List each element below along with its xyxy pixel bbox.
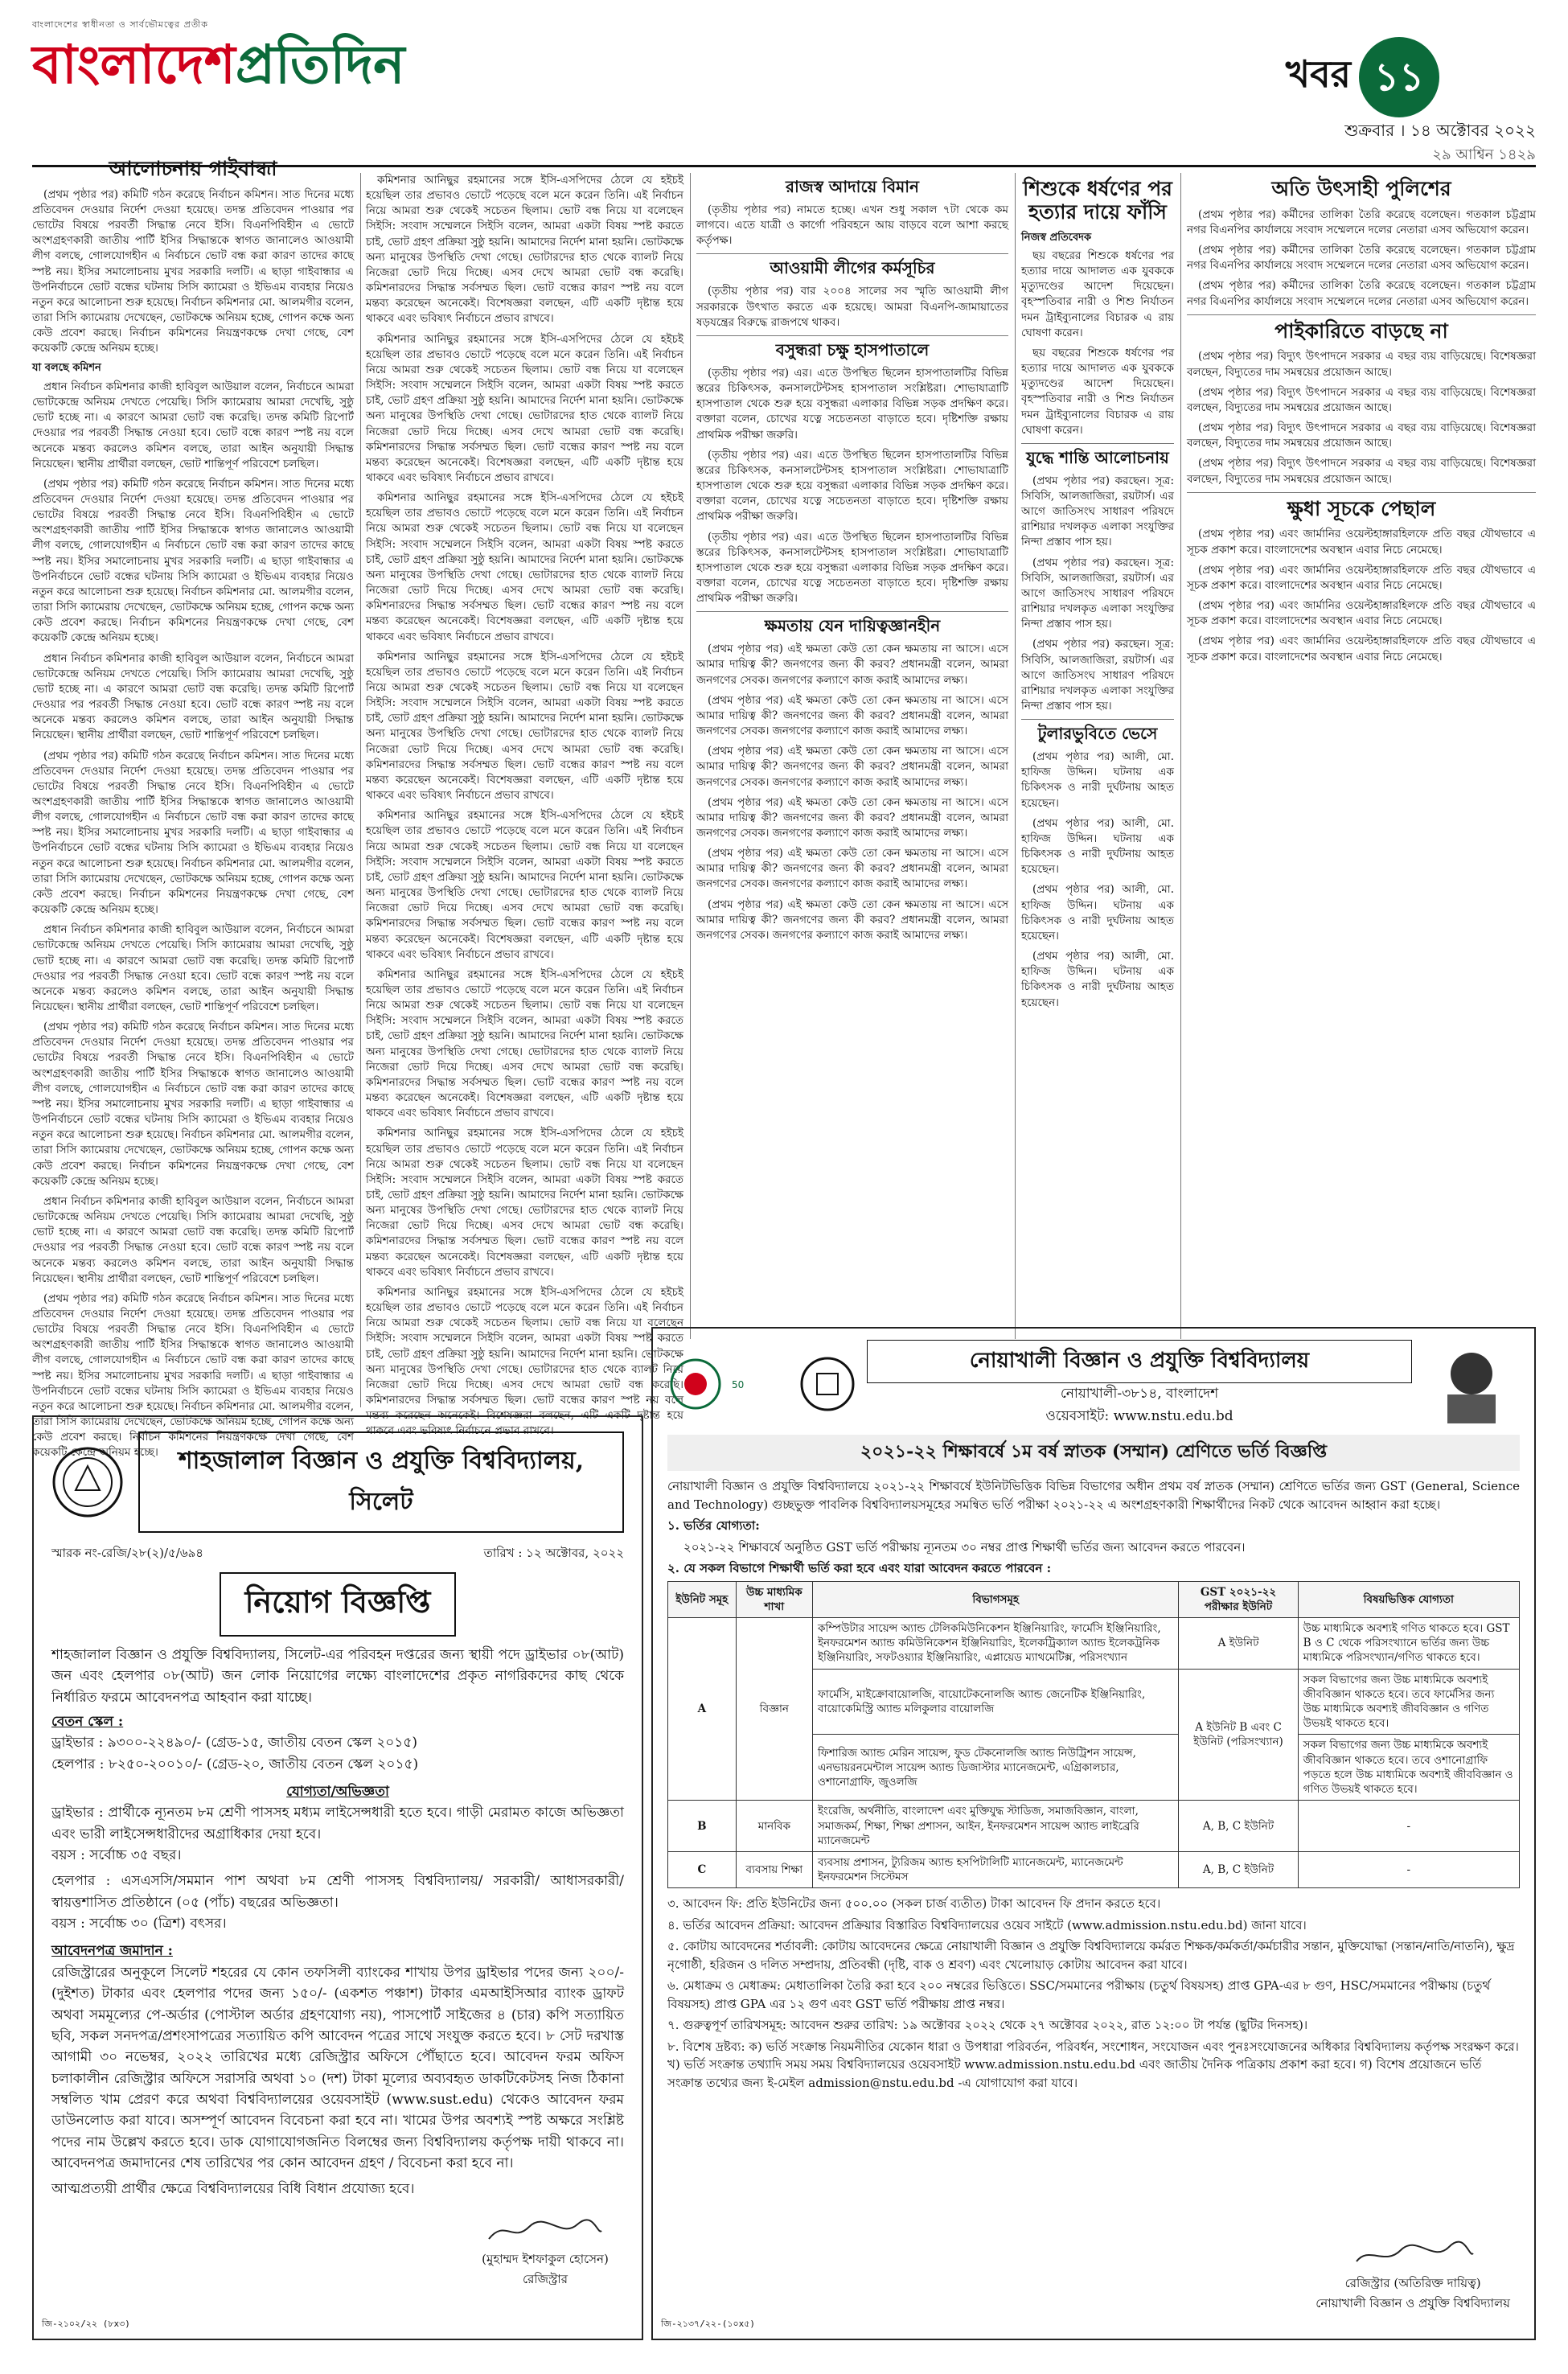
- article-body: (প্রথম পৃষ্ঠার পর) এই ক্ষমতা কেউ তো কেন ক্ষমতায় না আসে। এসে আমার দায়িত্ব কী? জনগণের জন্য কী করব? প্রধানমন্ত্রী বলেন, আমরা জনগণের সেবক। জনগণের কল্যাণে কাজ করাই আমাদের লক্ষ্য।: [696, 693, 1008, 738]
- cell-gst-unit: A ইউনিট: [1179, 1617, 1298, 1669]
- headline-wholesale: পাইকারিতে বাড়ছে না: [1275, 318, 1448, 343]
- item-dates: ৭. গুরুত্বপূর্ণ তারিখসমূহ: আবেদন শুরুর তারিখ: ১৯ অক্টোবর ২০২২ থেকে ২৭ অক্টোবর ২০২২, রাত ১২:০০ টা পর্যন্ত (ছুটির দিনসহ)।: [667, 2018, 1308, 2033]
- article-body: (প্রথম পৃষ্ঠার পর) কর্মীদের তালিকা তৈরি করেছে বলেছেন। গতকাল চট্টগ্রাম নগর বিএনপির কার্যালয়ে সংবাদ সম্মেলনে দলের নেতারা এসব অভিযোগ করেন।: [1187, 207, 1536, 236]
- article-body: (প্রথম পৃষ্ঠার পর) কমিটি গঠন করেছে নির্বাচন কমিশন। সাত দিনের মধ্যে প্রতিবেদন দেওয়ার নির্দেশ দেওয়া হয়েছে। তদন্ত প্রতিবেদন পাওয়ার পর ভোটের বিষয়ে পরবর্তী সিদ্ধান্ত নেবে ইসি। বিএনপিবিহীন এ ভোটে অংশগ্রহণকারী জাতীয় পার্টি ইসির সিদ্ধান্তকে স্বাগত জানালেও আওয়ামী লীগ বলছে, গোলযোগহীন এ নির্বাচনে ভোট বন্ধ করা কারণ তাদের কাছে স্পষ্ট নয়। ইসির সমালোচনায় মুখর সরকারি দলটি। এ ছাড়া গাইবান্ধার এ উপনির্বাচনে ভোট বন্ধের ঘটনায় সিসি ক্যামেরা ও ইভিএম ব্যবহার নিয়েও নতুন করে আলোচনা শুরু হয়েছে। নির্বাচন কমিশনার মো. আলমগীর বলেন, তারা সিসি ক্যামেরায় দেখেছেন, ভোটকক্ষে অনিয়ম হচ্ছে, গোপন কক্ষে অন্য কেউ প্রবেশ করছে। নির্বাচন কমিশনের নিয়ন্ত্রণকক্ষে দেখা গেছে, বেশ কয়েকটি কেন্দ্রে অনিয়ম হচ্ছে।: [32, 187, 354, 355]
- article-body: (প্রথম পৃষ্ঠার পর) করছেন। সূত্র: সিবিসি, আলজাজিরা, রয়টার্স। এর আগে জাতিসংঘ সাধারণ পরিষদে রাশিয়ার দখলকৃত এলাকা সংযুক্তির নিন্দা প্রস্তাব পাস হয়।: [1021, 556, 1174, 631]
- memo-row: [51, 1544, 624, 1564]
- table-header: বিভাগসমূহ: [813, 1581, 1179, 1617]
- golden-jubilee-logo-icon: [667, 1356, 788, 1412]
- ad-header: [51, 1431, 624, 1533]
- ad-intro: শাহজালাল বিজ্ঞান ও প্রযুক্তি বিশ্ববিদ্যালয়, সিলেট-এর পরিবহন দপ্তরের জন্য স্থায়ী পদে ড্রাইভার ০৮(আট) জন এবং হেলপার ০৮(আট) জন লোক নিয়োগের লক্ষ্যে বাংলাদেশের প্রকৃত নাগরিকদের কাছ থেকে নির্ধারিত ফরমে আবেদনপত্র আহবান করা যাচ্ছে।: [51, 1647, 624, 1706]
- signatory-role: রেজিস্ট্রার (অতিরিক্ত দায়িত্ব): [1344, 2276, 1481, 2290]
- article-body: (প্রথম পৃষ্ঠার পর) এই ক্ষমতা কেউ তো কেন ক্ষমতায় না আসে। এসে আমার দায়িত্ব কী? জনগণের জন্য কী করব? প্রধানমন্ত্রী বলেন, আমরা জনগণের সেবক। জনগণের কল্যাণে কাজ করাই আমাদের লক্ষ্য।: [696, 795, 1008, 840]
- cell-qualification: -: [1298, 1852, 1519, 1888]
- cell-branch: ব্যবসায় শিক্ষা: [736, 1852, 812, 1888]
- article-body: (প্রথম পৃষ্ঠার পর) বিদ্যুৎ উৎপাদনে সরকার এ বছর ব্যয় বাড়িয়েছে। বিশেষজ্ঞরা বলছেন, বিদ্যুতের দাম সমন্বয়ের প্রয়োজন আছে।: [1187, 350, 1536, 379]
- article-body: কমিশনার আনিছুর রহমানের সঙ্গে ইসি-এসপিদের ঠেলে যে হইচই হয়েছিল তার প্রভাবও ভোটে পড়েছে বলে মনে করেন তিনি। এই নির্বাচন নিয়ে আমরা শুরু থেকেই সচেতন ছিলাম। ভোট বন্ধ নিয়ে যা বলেছেন সিইসি: সংবাদ সম্মেলনে সিইসি বলেন, আমরা একটা বিষয় স্পষ্ট করতে চাই, ভোট গ্রহণ প্রক্রিয়া সুষ্ঠু হয়নি। আমাদের নির্দেশ মানা হয়নি। ভোটকক্ষে অন্য মানুষের উপস্থিতি দেখা গেছে। ভোটারদের হাত থেকে ব্যালট নিয়ে নিজেরা ভোট দিয়ে দিচ্ছে। এসব দেখে আমরা ভোট বন্ধ করেছি। কমিশনারদের সিদ্ধান্ত সর্বসম্মত ছিল। ভোট বন্ধের কারণ স্পষ্ট নয় বলে মন্তব্য করেছেন অনেকেই। বিশেষজ্ঞরা বলছেন, এটি একটি দৃষ্টান্ত হয়ে থাকবে এবং ভবিষ্যৎ নির্বাচনে প্রভাব রাখবে।: [366, 1127, 683, 1279]
- apply-head: আবেদনপত্র জমাদান :: [51, 1943, 173, 1960]
- signature-block: [481, 2215, 610, 2290]
- cell-branch: মানবিক: [736, 1801, 812, 1852]
- article-subhead: যা বলছে কমিশন: [32, 362, 101, 375]
- article-body: (প্রথম পৃষ্ঠার পর) এই ক্ষমতা কেউ তো কেন ক্ষমতায় না আসে। এসে আমার দায়িত্ব কী? জনগণের জন্য কী করব? প্রধানমন্ত্রী বলেন, আমরা জনগণের সেবক। জনগণের কল্যাণে কাজ করাই আমাদের লক্ষ্য।: [696, 643, 1008, 687]
- ad-body: [51, 1645, 624, 2200]
- article-body: (তৃতীয় পৃষ্ঠার পর) এর। এতে উপস্থিত ছিলেন হাসপাতালটির বিভিন্ন স্তরের চিকিৎসক, কনসালটেন্টসহ হাসপাতাল সংশ্লিষ্টরা। শোভাযাত্রাটি হাসপাতাল থেকে শুরু হয়ে বসুন্ধরা এলাকার বিভিন্ন সড়ক প্রদক্ষিণ করে। বক্তারা বলেন, চোখের যত্নে সচেতনতা বাড়াতে হবে। দৃষ্টিশক্তি রক্ষায় প্রাথমিক পরীক্ষা জরুরি।: [696, 366, 1008, 442]
- article-body: (প্রথম পৃষ্ঠার পর) কমিটি গঠন করেছে নির্বাচন কমিশন। সাত দিনের মধ্যে প্রতিবেদন দেওয়ার নির্দেশ দেওয়া হয়েছে। তদন্ত প্রতিবেদন পাওয়ার পর ভোটের বিষয়ে পরবর্তী সিদ্ধান্ত নেবে ইসি। বিএনপিবিহীন এ ভোটে অংশগ্রহণকারী জাতীয় পার্টি ইসির সিদ্ধান্তকে স্বাগত জানালেও আওয়ামী লীগ বলছে, গোলযোগহীন এ নির্বাচনে ভোট বন্ধ করা কারণ তাদের কাছে স্পষ্ট নয়। ইসির সমালোচনায় মুখর সরকারি দলটি। এ ছাড়া গাইবান্ধার এ উপনির্বাচনে ভোট বন্ধের ঘটনায় সিসি ক্যামেরা ও ইভিএম ব্যবহার নিয়েও নতুন করে আলোচনা শুরু হয়েছে। নির্বাচন কমিশনার মো. আলমগীর বলেন, তারা সিসি ক্যামেরায় দেখেছেন, ভোটকক্ষে অনিয়ম হচ্ছে, গোপন কক্ষে অন্য কেউ প্রবেশ করছে। নির্বাচন কমিশনের নিয়ন্ত্রণকক্ষে দেখা গেছে, বেশ কয়েকটি কেন্দ্রে অনিয়ম হচ্ছে।: [32, 749, 354, 917]
- cell-gst-unit: A, B, C ইউনিট: [1179, 1801, 1298, 1852]
- article-body: (প্রথম পৃষ্ঠার পর) আলী, মো. হাফিজ উদ্দিন। ঘটনায় এক চিকিৎসক ও নারী দুর্ঘটনায় আহত হয়েছেন।: [1021, 883, 1174, 943]
- article-body: (তৃতীয় পৃষ্ঠার পর) এর। এতে উপস্থিত ছিলেন হাসপাতালটির বিভিন্ন স্তরের চিকিৎসক, কনসালটেন্টসহ হাসপাতাল সংশ্লিষ্টরা। শোভাযাত্রাটি হাসপাতাল থেকে শুরু হয়ে বসুন্ধরা এলাকার বিভিন্ন সড়ক প্রদক্ষিণ করে। বক্তারা বলেন, চোখের যত্নে সচেতনতা বাড়াতে হবে। দৃষ্টিশক্তি রক্ষায় প্রাথমিক পরীক্ষা জরুরি।: [696, 530, 1008, 606]
- table-header-row: [668, 1581, 1520, 1617]
- cell-unit: B: [668, 1801, 737, 1852]
- headline-hunger: ক্ষুধা সূচকে পেছাল: [1287, 496, 1436, 520]
- table-header: বিষয়ভিত্তিক যোগ্যতা: [1298, 1581, 1519, 1617]
- ad-university-name: শাহজালাল বিজ্ঞান ও প্রযুক্তি বিশ্ববিদ্যালয়, সিলেট: [138, 1431, 624, 1533]
- article-body: (প্রথম পৃষ্ঠার পর) এবং জার্মানির ওয়েল্টহাঙ্গারহিলফে প্রতি বছর যৌথভাবে এ সূচক প্রকাশ করে। বাংলাদেশের অবস্থান এবার নিচে নেমেছে।: [1187, 599, 1536, 628]
- article-body: প্রধান নির্বাচন কমিশনার কাজী হাবিবুল আউয়াল বলেন, নির্বাচনে আমরা ভোটকেন্দ্রে অনিয়ম দেখতে পেয়েছি। সিসি ক্যামেরায় আমরা দেখেছি, সুষ্ঠু ভোট হচ্ছে না। এ কারণে আমরা ভোট বন্ধ করেছি। তদন্ত কমিটি রিপোর্ট দেওয়ার পর পরবর্তী সিদ্ধান্ত নেওয়া হবে। ভোট বন্ধে কারণ স্পষ্ট নয় বলে অনেকে মন্তব্য করলেও কমিশন বলছে, তারা আইন অনুযায়ী সিদ্ধান্ত নিয়েছেন। স্থানীয় প্রার্থীরা বলছেন, ভোট শান্তিপূর্ণ পরিবেশে চলছিল।: [32, 1194, 354, 1285]
- section-departments-head: ২. যে সকল বিভাগে শিক্ষার্থী ভর্তি করা হবে এবং যারা আবেদন করতে পারবেন :: [667, 1561, 1052, 1575]
- qualification-helper: হেলপার : এসএসসি/সমমান পাশ অথবা ৮ম শ্রেণী পাসসহ বিশ্ববিদ্যালয়/ সরকারী/ আধাসরকারী/ স্বায়ত্তশাসিত প্রতিষ্ঠানে (০৫ (পাঁচ) বছরের অভিজ্ঞতা।: [51, 1873, 624, 1911]
- mujib-portrait-icon: [1423, 1340, 1520, 1428]
- table-row: [668, 1852, 1520, 1888]
- article-body: (প্রথম পৃষ্ঠার পর) বিদ্যুৎ উৎপাদনে সরকার এ বছর ব্যয় বাড়িয়েছে। বিশেষজ্ঞরা বলছেন, বিদ্যুতের দাম সমন্বয়ের প্রয়োজন আছে।: [1187, 457, 1536, 486]
- news-column-3: [696, 173, 1008, 1339]
- news-column-5: [1187, 173, 1536, 1339]
- table-row: [668, 1801, 1520, 1852]
- departments-table: [667, 1581, 1520, 1889]
- article-body: কমিশনার আনিছুর রহমানের সঙ্গে ইসি-এসপিদের ঠেলে যে হইচই হয়েছিল তার প্রভাবও ভোটে পড়েছে বলে মনে করেন তিনি। এই নির্বাচন নিয়ে আমরা শুরু থেকেই সচেতন ছিলাম। ভোট বন্ধ নিয়ে যা বলেছেন সিইসি: সংবাদ সম্মেলনে সিইসি বলেন, আমরা একটা বিষয় স্পষ্ট করতে চাই, ভোট গ্রহণ প্রক্রিয়া সুষ্ঠু হয়নি। আমাদের নির্দেশ মানা হয়নি। ভোটকক্ষে অন্য মানুষের উপস্থিতি দেখা গেছে। ভোটারদের হাত থেকে ব্যালট নিয়ে নিজেরা ভোট দিয়ে দিচ্ছে। এসব দেখে আমরা ভোট বন্ধ করেছি। কমিশনারদের সিদ্ধান্ত সর্বসম্মত ছিল। ভোট বন্ধের কারণ স্পষ্ট নয় বলে মন্তব্য করেছেন অনেকেই। বিশেষজ্ঞরা বলছেন, এটি একটি দৃষ্টান্ত হয়ে থাকবে এবং ভবিষ্যৎ নির্বাচনে প্রভাব রাখবে।: [366, 491, 683, 643]
- article-body: (তৃতীয় পৃষ্ঠার পর) এর। এতে উপস্থিত ছিলেন হাসপাতালটির বিভিন্ন স্তরের চিকিৎসক, কনসালটেন্টসহ হাসপাতাল সংশ্লিষ্টরা। শোভাযাত্রাটি হাসপাতাল থেকে শুরু হয়ে বসুন্ধরা এলাকার বিভিন্ন সড়ক প্রদক্ষিণ করে। বক্তারা বলেন, চোখের যত্নে সচেতনতা বাড়াতে হবে। দৃষ্টিশক্তি রক্ষায় প্রাথমিক পরীক্ষা জরুরি।: [696, 448, 1008, 524]
- brand-part2: প্রতিদিন: [235, 33, 405, 96]
- article-body: প্রধান নির্বাচন কমিশনার কাজী হাবিবুল আউয়াল বলেন, নির্বাচনে আমরা ভোটকেন্দ্রে অনিয়ম দেখতে পেয়েছি। সিসি ক্যামেরায় আমরা দেখেছি, সুষ্ঠু ভোট হচ্ছে না। এ কারণে আমরা ভোট বন্ধ করেছি। তদন্ত কমিটি রিপোর্ট দেওয়ার পর পরবর্তী সিদ্ধান্ত নেওয়া হবে। ভোট বন্ধে কারণ স্পষ্ট নয় বলে অনেকে মন্তব্য করলেও কমিশন বলছে, তারা আইন অনুযায়ী সিদ্ধান্ত নিয়েছেন। স্থানীয় প্রার্থীরা বলছেন, ভোট শান্তিপূর্ণ পরিবেশে চলছিল।: [32, 380, 354, 470]
- ad-intro: নোয়াখালী বিজ্ঞান ও প্রযুক্তি বিশ্ববিদ্যালয়ে ২০২১-২২ শিক্ষাবর্ষে ইউনিটভিত্তিক বিভিন্ন বিভাগের অধীন প্রথম বর্ষ স্নাতক (সম্মান) শ্রেণিতে ভর্তির জন্য GST (General, Science and Technology) গুচ্ছভুক্ত পাবলিক বিশ্ববিদ্যালয়সমূহের সমন্বিত ভর্তি পরীক্ষা ২০২১-২২ এ অংশগ্রহণকারী শিক্ষার্থীদের নিকট থেকে আবেদন আহ্বান করা হচ্ছে।: [667, 1479, 1520, 1512]
- article-body: (প্রথম পৃষ্ঠার পর) করছেন। সূত্র: সিবিসি, আলজাজিরা, রয়টার্স। এর আগে জাতিসংঘ সাধারণ পরিষদে রাশিয়ার দখলকৃত এলাকা সংযুক্তির নিন্দা প্রস্তাব পাস হয়।: [1021, 474, 1174, 549]
- article-divider: [696, 335, 1008, 336]
- column-divider: [690, 173, 691, 1339]
- headline-trawler: টুলারভুবিতে ভেসে: [1037, 724, 1158, 744]
- table-header: GST ২০২১-২২ পরীক্ষার ইউনিট: [1179, 1581, 1298, 1617]
- qualification-head: যোগ্যতা/অভিজ্ঞতা: [286, 1784, 389, 1801]
- age-driver: বয়স : সর্বোচ্চ ৩৫ বছর।: [51, 1847, 182, 1864]
- cell-departments: ব্যবসায় প্রশাসন, ট্যুরিজম অ্যান্ড হসপিটালিটি ম্যানেজমেন্ট, ম্যানেজমেন্ট ইনফরমেশন সিস্টেমস: [813, 1852, 1179, 1888]
- cell-departments: ফিশারিজ অ্যান্ড মেরিন সায়েন্স, ফুড টেকনোলজি অ্যান্ড নিউট্রিশন সায়েন্স, এনভায়রনমেন্টাল সায়েন্স অ্যান্ড ডিজাস্টার ম্যানেজমেন্ট, এগ্রিকালচার, ওশানোগ্রাফি, জুওলজি: [813, 1735, 1179, 1801]
- age-helper: বয়স : সর্বোচ্চ ৩০ (ত্রিশ) বৎসর।: [51, 1916, 227, 1932]
- cell-unit: A: [668, 1617, 737, 1800]
- article-body: (প্রথম পৃষ্ঠার পর) আলী, মো. হাফিজ উদ্দিন। ঘটনায় এক চিকিৎসক ও নারী দুর্ঘটনায় আহত হয়েছেন।: [1021, 750, 1174, 810]
- cell-qualification: উচ্চ মাধ্যমিকে অবশ্যই গণিত থাকতে হবে। GST B ও C থেকে পরিসংখ্যানে ভর্তির জন্য উচ্চ মাধ্যমিকে পরিসংখ্যান/গণিত থাকতে হবে।: [1298, 1617, 1519, 1669]
- notice-title: নিয়োগ বিজ্ঞপ্তি: [220, 1572, 457, 1637]
- item-quota: ৫. কোটায় আবেদনের শর্তাবলী: কোটায় আবেদনের ক্ষেত্রে নোয়াখালী বিজ্ঞান ও প্রযুক্তি বিশ্ববিদ্যালয়ে কর্মরত শিক্ষক/কর্মকর্তা/কর্মচারীর সন্তান, মুক্তিযোদ্ধা (সন্তান/নাতি/নাতনি), ক্ষুদ্র নৃগোষ্ঠী, হরিজন ও দলিত সম্প্রদায়, প্রতিবন্ধী (দৃষ্টি, বাক ও শ্রবণ) এবং খেলোয়াড় কোটায় আবেদন করা যাবে।: [667, 1939, 1515, 1972]
- cell-gst-unit: A ইউনিট B এবং C ইউনিট (পরিসংখ্যান): [1179, 1669, 1298, 1801]
- article-body: (প্রথম পৃষ্ঠার পর) এবং জার্মানির ওয়েল্টহাঙ্গারহিলফে প্রতি বছর যৌথভাবে এ সূচক প্রকাশ করে। বাংলাদেশের অবস্থান এবার নিচে নেমেছে।: [1187, 528, 1536, 557]
- cell-gst-unit: A, B, C ইউনিট: [1179, 1852, 1298, 1888]
- byline: নিজস্ব প্রতিবেদক: [1021, 231, 1092, 244]
- masthead-tagline: বাংলাদেশের স্বাধীনতা ও সার্বভৌমত্বের প্রতীক: [32, 19, 208, 30]
- article-body: (তৃতীয় পৃষ্ঠার পর) বার ২০০৪ সালের সব স্মৃতি আওয়ামী লীগ সরকারকে উৎখাত করতে এক হয়েছে। আমরা বিএনপি-জামায়াতের ষড়যন্ত্রের বিরুদ্ধে রাজপথে থাকব।: [696, 285, 1008, 329]
- pay-helper: হেলপার : ৮২৫০-২০০১০/- (গ্রেড-২০, জাতীয় বেতন স্কেল ২০১৫): [51, 1756, 419, 1772]
- article-body: (প্রথম পৃষ্ঠার পর) এবং জার্মানির ওয়েল্টহাঙ্গারহিলফে প্রতি বছর যৌথভাবে এ সূচক প্রকাশ করে। বাংলাদেশের অবস্থান এবার নিচে নেমেছে।: [1187, 635, 1536, 663]
- ad-title: ২০২১-২২ শিক্ষাবর্ষে ১ম বর্ষ স্নাতক (সম্মান) শ্রেণিতে ভর্তি বিজ্ঞপ্তি: [667, 1435, 1520, 1471]
- article-divider: [1021, 443, 1174, 444]
- table-header: ইউনিট সমূহ: [668, 1581, 737, 1617]
- ad-website: ওয়েবসাইট: www.nstu.edu.bd: [1045, 1408, 1233, 1424]
- headline-bashundhara: বসুন্ধরা চক্ষু হাসপাতালে: [775, 339, 930, 359]
- article-divider: [1187, 314, 1536, 315]
- article-body: (প্রথম পৃষ্ঠার পর) এই ক্ষমতা কেউ তো কেন ক্ষমতায় না আসে। এসে আমার দায়িত্ব কী? জনগণের জন্য কী করব? প্রধানমন্ত্রী বলেন, আমরা জনগণের সেবক। জনগণের কল্যাণে কাজ করাই আমাদের লক্ষ্য।: [696, 745, 1008, 789]
- page-number: ১১: [1359, 37, 1439, 117]
- pay-driver: ড্রাইভার : ৯৩০০-২২৪৯০/- (গ্রেড-১৫, জাতীয় বেতন স্কেল ২০১৫): [51, 1735, 418, 1752]
- signature-icon: [1348, 2239, 1477, 2271]
- article-body: কমিশনার আনিছুর রহমানের সঙ্গে ইসি-এসপিদের ঠেলে যে হইচই হয়েছিল তার প্রভাবও ভোটে পড়েছে বলে মনে করেন তিনি। এই নির্বাচন নিয়ে আমরা শুরু থেকেই সচেতন ছিলাম। ভোট বন্ধ নিয়ে যা বলেছেন সিইসি: সংবাদ সম্মেলনে সিইসি বলেন, আমরা একটা বিষয় স্পষ্ট করতে চাই, ভোট গ্রহণ প্রক্রিয়া সুষ্ঠু হয়নি। আমাদের নির্দেশ মানা হয়নি। ভোটকক্ষে অন্য মানুষের উপস্থিতি দেখা গেছে। ভোটারদের হাত থেকে ব্যালট নিয়ে নিজেরা ভোট দিয়ে দিচ্ছে। এসব দেখে আমরা ভোট বন্ধ করেছি। কমিশনারদের সিদ্ধান্ত সর্বসম্মত ছিল। ভোট বন্ধের কারণ স্পষ্ট নয় বলে মন্তব্য করেছেন অনেকেই। বিশেষজ্ঞরা বলছেন, এটি একটি দৃষ্টান্ত হয়ে থাকবে এবং ভবিষ্যৎ নির্বাচনে প্রভাব রাখবে।: [366, 809, 683, 961]
- item-notes: ৮. বিশেষ দ্রষ্টব্য: ক) ভর্তি সংক্রান্ত নিয়মনীতির যেকোন ধারা ও উপধারা পরিবর্তন, পরিবর্ধন, সংশোধন, সংযোজন এবং পুনঃসংযোজনের অধিকার বিশ্ববিদ্যালয় কর্তৃপক্ষ সংরক্ষণ করে। খ) ভর্তি সংক্রান্ত তথ্যাদি সময় সময় বিশ্ববিদ্যালয়ের ওয়েবসাইট www.admission.nstu.edu.bd এবং জাতীয় দৈনিক পত্রিকায় প্রকাশ করা হবে। গ) বিশেষ প্রয়োজনে ভর্তি সংক্রান্ত তথ্যের জন্য ই-মেইল admission@nstu.edu.bd -এ যোগাযোগ করা যাবে।: [667, 2039, 1519, 2090]
- table-row: [668, 1617, 1520, 1669]
- article-body: (প্রথম পৃষ্ঠার পর) এই ক্ষমতা কেউ তো কেন ক্ষমতায় না আসে। এসে আমার দায়িত্ব কী? জনগণের জন্য কী করব? প্রধানমন্ত্রী বলেন, আমরা জনগণের সেবক। জনগণের কল্যাণে কাজ করাই আমাদের লক্ষ্য।: [696, 847, 1008, 891]
- article-divider: [696, 253, 1008, 254]
- item-merit: ৬. মেধাক্রম ও মেধাক্রম: মেধাতালিকা তৈরি করা হবে ২০০ নম্বরের ভিত্তিতে। SSC/সমমানের পরীক্ষায় (চতুর্থ বিষয়সহ) প্রাপ্ত GPA-এর ৮ গুণ, HSC/সমমানের পরীক্ষায় (চতুর্থ বিষয়সহ) প্রাপ্ত GPA এর ১২ গুণ এবং GST ভর্তি পরীক্ষায় প্রাপ্ত নম্বর।: [667, 1978, 1491, 2011]
- signature-icon: [481, 2215, 610, 2247]
- article-body: (প্রথম পৃষ্ঠার পর) আলী, মো. হাফিজ উদ্দিন। ঘটনায় এক চিকিৎসক ও নারী দুর্ঘটনায় আহত হয়েছেন।: [1021, 816, 1174, 877]
- article-body: (প্রথম পৃষ্ঠার পর) আলী, মো. হাফিজ উদ্দিন। ঘটনায় এক চিকিৎসক ও নারী দুর্ঘটনায় আহত হয়েছেন।: [1021, 950, 1174, 1009]
- article-body: (প্রথম পৃষ্ঠার পর) কর্মীদের তালিকা তৈরি করেছে বলেছেন। গতকাল চট্টগ্রাম নগর বিএনপির কার্যালয়ে সংবাদ সম্মেলনে দলের নেতারা এসব অভিযোগ করেন।: [1187, 244, 1536, 273]
- date-line: শুক্রবার । ১৪ অক্টোবর ২০২২: [1344, 121, 1536, 140]
- article-divider: [696, 611, 1008, 612]
- qualification-driver: ড্রাইভার : প্রার্থীকে ন্যূনতম ৮ম শ্রেণী পাসসহ মধ্যম লাইসেন্সধারী হতে হবে। গাড়ী মেরামত কাজে অভিজ্ঞতা এবং ভারী লাইসেন্সধারীদের অগ্রাধিকার দেয়া হবে।: [51, 1805, 624, 1842]
- article-body: (প্রথম পৃষ্ঠার পর) বিদ্যুৎ উৎপাদনে সরকার এ বছর ব্যয় বাড়িয়েছে। বিশেষজ্ঞরা বলছেন, বিদ্যুতের দাম সমন্বয়ের প্রয়োজন আছে।: [1187, 385, 1536, 414]
- article-body: কমিশনার আনিছুর রহমানের সঙ্গে ইসি-এসপিদের ঠেলে যে হইচই হয়েছিল তার প্রভাবও ভোটে পড়েছে বলে মনে করেন তিনি। এই নির্বাচন নিয়ে আমরা শুরু থেকেই সচেতন ছিলাম। ভোট বন্ধ নিয়ে যা বলেছেন সিইসি: সংবাদ সম্মেলনে সিইসি বলেন, আমরা একটা বিষয় স্পষ্ট করতে চাই, ভোট গ্রহণ প্রক্রিয়া সুষ্ঠু হয়নি। আমাদের নির্দেশ মানা হয়নি। ভোটকক্ষে অন্য মানুষের উপস্থিতি দেখা গেছে। ভোটারদের হাত থেকে ব্যালট নিয়ে নিজেরা ভোট দিয়ে দিচ্ছে। এসব দেখে আমরা ভোট বন্ধ করেছি। কমিশনারদের সিদ্ধান্ত সর্বসম্মত ছিল। ভোট বন্ধের কারণ স্পষ্ট নয় বলে মন্তব্য করেছেন অনেকেই। বিশেষজ্ঞরা বলছেন, এটি একটি দৃষ্টান্ত হয়ে থাকবে এবং ভবিষ্যৎ নির্বাচনে প্রভাব রাখবে।: [366, 174, 683, 326]
- column-divider: [1015, 173, 1016, 1339]
- page-header: [1053, 23, 1536, 163]
- cell-departments: ইংরেজি, অর্থনীতি, বাংলাদেশ এবং মুক্তিযুদ্ধ স্টাডিজ, সমাজবিজ্ঞান, বাংলা, সমাজকর্ম, শিক্ষা, শিক্ষা প্রশাসন, আইন, ইনফরমেশন সায়েন্স অ্যান্ড লাইব্রেরি ম্যানেজমেন্ট: [813, 1801, 1179, 1852]
- article-body: (প্রথম পৃষ্ঠার পর) কমিটি গঠন করেছে নির্বাচন কমিশন। সাত দিনের মধ্যে প্রতিবেদন দেওয়ার নির্দেশ দেওয়া হয়েছে। তদন্ত প্রতিবেদন পাওয়ার পর ভোটের বিষয়ে পরবর্তী সিদ্ধান্ত নেবে ইসি। বিএনপিবিহীন এ ভোটে অংশগ্রহণকারী জাতীয় পার্টি ইসির সিদ্ধান্তকে স্বাগত জানালেও আওয়ামী লীগ বলছে, গোলযোগহীন এ নির্বাচনে ভোট বন্ধ করা কারণ তাদের কাছে স্পষ্ট নয়। ইসির সমালোচনায় মুখর সরকারি দলটি। এ ছাড়া গাইবান্ধার এ উপনির্বাচনে ভোট বন্ধের ঘটনায় সিসি ক্যামেরা ও ইভিএম ব্যবহার নিয়েও নতুন করে আলোচনা শুরু হয়েছে। নির্বাচন কমিশনার মো. আলমগীর বলেন, তারা সিসি ক্যামেরায় দেখেছেন, ভোটকক্ষে অনিয়ম হচ্ছে, গোপন কক্ষে অন্য কেউ প্রবেশ করছে। নির্বাচন কমিশনের নিয়ন্ত্রণকক্ষে দেখা গেছে, বেশ কয়েকটি কেন্দ্রে অনিয়ম হচ্ছে।: [32, 1292, 354, 1460]
- article-body: কমিশনার আনিছুর রহমানের সঙ্গে ইসি-এসপিদের ঠেলে যে হইচই হয়েছিল তার প্রভাবও ভোটে পড়েছে বলে মনে করেন তিনি। এই নির্বাচন নিয়ে আমরা শুরু থেকেই সচেতন ছিলাম। ভোট বন্ধ নিয়ে যা বলেছেন সিইসি: সংবাদ সম্মেলনে সিইসি বলেন, আমরা একটা বিষয় স্পষ্ট করতে চাই, ভোট গ্রহণ প্রক্রিয়া সুষ্ঠু হয়নি। আমাদের নির্দেশ মানা হয়নি। ভোটকক্ষে অন্য মানুষের উপস্থিতি দেখা গেছে। ভোটারদের হাত থেকে ব্যালট নিয়ে নিজেরা ভোট দিয়ে দিচ্ছে। এসব দেখে আমরা ভোট বন্ধ করেছি। কমিশনারদের সিদ্ধান্ত সর্বসম্মত ছিল। ভোট বন্ধের কারণ স্পষ্ট নয় বলে মন্তব্য করেছেন অনেকেই। বিশেষজ্ঞরা বলছেন, এটি একটি দৃষ্টান্ত হয়ে থাকবে এবং ভবিষ্যৎ নির্বাচনে প্রভাব রাখবে।: [366, 967, 683, 1120]
- article-body: (তৃতীয় পৃষ্ঠার পর) নামতে হচ্ছে। এখন শুধু সকাল ৭টা থেকে কম লাগবে। এতে যাত্রী ও কার্গো পরিবহনে আয় বাড়বে বলে আশা করছে কর্তৃপক্ষ।: [696, 203, 1008, 248]
- article-gaibandha-cont: [366, 173, 683, 1438]
- article-body: (প্রথম পৃষ্ঠার পর) কমিটি গঠন করেছে নির্বাচন কমিশন। সাত দিনের মধ্যে প্রতিবেদন দেওয়ার নির্দেশ দেওয়া হয়েছে। তদন্ত প্রতিবেদন পাওয়ার পর ভোটের বিষয়ে পরবর্তী সিদ্ধান্ত নেবে ইসি। বিএনপিবিহীন এ ভোটে অংশগ্রহণকারী জাতীয় পার্টি ইসির সিদ্ধান্তকে স্বাগত জানালেও আওয়ামী লীগ বলছে, গোলযোগহীন এ নির্বাচনে ভোট বন্ধ করা কারণ তাদের কাছে স্পষ্ট নয়। ইসির সমালোচনায় মুখর সরকারি দলটি। এ ছাড়া গাইবান্ধার এ উপনির্বাচনে ভোট বন্ধের ঘটনায় সিসি ক্যামেরা ও ইভিএম ব্যবহার নিয়েও নতুন করে আলোচনা শুরু হয়েছে। নির্বাচন কমিশনার মো. আলমগীর বলেন, তারা সিসি ক্যামেরায় দেখেছেন, ভোটকক্ষে অনিয়ম হচ্ছে, গোপন কক্ষে অন্য কেউ প্রবেশ করছে। নির্বাচন কমিশনের নিয়ন্ত্রণকক্ষে দেখা গেছে, বেশ কয়েকটি কেন্দ্রে অনিয়ম হচ্ছে।: [32, 1021, 354, 1188]
- cell-qualification: -: [1298, 1801, 1519, 1852]
- article-body: ছয় বছরের শিশুকে ধর্ষণের পর হত্যার দায়ে আদালত এক যুবককে মৃত্যুদণ্ডের আদেশ দিয়েছেন। বৃহস্পতিবার নারী ও শিশু নির্যাতন দমন ট্রাইব্যুনালের বিচারক এ রায় ঘোষণা করেন।: [1021, 248, 1174, 339]
- article-headline: আলোচনায় গাইবান্ধা: [109, 157, 277, 180]
- cell-departments: কম্পিউটার সায়েন্স অ্যান্ড টেলিকমিউনিকেশন ইঞ্জিনিয়ারিং, ফার্মেসি ইঞ্জিনিয়ারিং, ইনফরমেশন অ্যান্ড কমিউনিকেশন ইঞ্জিনিয়ারিং, ইলেকট্রিক্যাল অ্যান্ড ইলেকট্রনিক ইঞ্জিনিয়ারিং, সফটওয়্যার ইঞ্জিনিয়ারিং, এপ্লায়েড ম্যাথমেটিক্স, পরিসংখ্যান: [813, 1617, 1179, 1669]
- headline-awami: আওয়ামী লীগের কর্মসূচির: [770, 258, 935, 278]
- apply-body: রেজিস্ট্রারের অনুকূলে সিলেট শহরের যে কোন তফসিলী ব্যাংকের শাখায় উপর ড্রাইভার পদের জন্য ২০০/-(দুইশত) টাকার এবং হেলপার পদের জন্য ১৫০/- (একশত পঞ্চাশ) টাকার এমআইসিআর ব্যাংক ড্রাফট অথবা সমমূল্যের পে-অর্ডার (পোস্টাল অর্ডার গ্রহণযোগ্য নয়), পাসপোর্ট সাইজের ৪ (চার) কপি সত্যায়িত ছবি, সকল সনদপত্র/প্রশংসাপত্রের সত্যায়িত কপি আবেদন পত্রের সাথে সংযুক্ত করতে হবে। ৮ সেট দরখাস্ত আগামী ৩০ নভেম্বর, ২০২২ তারিখের মধ্যে রেজিস্ট্রার অফিসে পৌঁছাতে হবে। আবেদন ফরম অফিস চলাকালীন রেজিস্ট্রার অফিসে সরাসরি অথবা ১০ (দশ) টাকা মূল্যের অব্যবহৃত ডাকটিকেটসহ নিজ ঠিকানা সম্বলিত খাম প্রেরণ করে অথবা বিশ্ববিদ্যালয়ের ওয়েবসাইট (www.sust.edu) থেকেও আবেদন ফরম ডাউনলোড করা যাবে। অসম্পূর্ণ আবেদন বিবেচনা করা হবে না। খামের উপর অবশ্যই স্পষ্ট অক্ষরে সংশ্লিষ্ট পদের নাম উল্লেখ করতে হবে। ডাক যোগাযোগজনিত বিলম্বের জন্য বিশ্ববিদ্যালয় কর্তৃপক্ষ দায়ী থাকবে না। আবেদনপত্র জমাদানের শেষ তারিখের পর কোন আবেদন গ্রহণ / বিবেচনা করা হবে না।: [51, 1964, 624, 2171]
- ad-header: [667, 1340, 1520, 1428]
- article-body: প্রধান নির্বাচন কমিশনার কাজী হাবিবুল আউয়াল বলেন, নির্বাচনে আমরা ভোটকেন্দ্রে অনিয়ম দেখতে পেয়েছি। সিসি ক্যামেরায় আমরা দেখেছি, সুষ্ঠু ভোট হচ্ছে না। এ কারণে আমরা ভোট বন্ধ করেছি। তদন্ত কমিটি রিপোর্ট দেওয়ার পর পরবর্তী সিদ্ধান্ত নেওয়া হবে। ভোট বন্ধে কারণ স্পষ্ট নয় বলে অনেকে মন্তব্য করলেও কমিশন বলছে, তারা আইন অনুযায়ী সিদ্ধান্ত নিয়েছেন। স্থানীয় প্রার্থীরা বলছেন, ভোট শান্তিপূর্ণ পরিবেশে চলছিল।: [32, 651, 354, 742]
- brand-part1: বাংলাদেশ: [32, 33, 236, 96]
- article-body: (প্রথম পৃষ্ঠার পর) এই ক্ষমতা কেউ তো কেন ক্ষমতায় না আসে। এসে আমার দায়িত্ব কী? জনগণের জন্য কী করব? প্রধানমন্ত্রী বলেন, আমরা জনগণের সেবক। জনগণের কল্যাণে কাজ করাই আমাদের লক্ষ্য।: [696, 897, 1008, 942]
- article-body: (প্রথম পৃষ্ঠার পর) করছেন। সূত্র: সিবিসি, আলজাজিরা, রয়টার্স। এর আগে জাতিসংঘ সাধারণ পরিষদে রাশিয়ার দখলকৃত এলাকা সংযুক্তির নিন্দা প্রস্তাব পাস হয়।: [1021, 638, 1174, 713]
- university-seal-icon: [51, 1446, 124, 1518]
- memo-number: স্মারক নং-রেজি/২৮(২)/৫/৬৯৪: [51, 1546, 204, 1560]
- article-body: কমিশনার আনিছুর রহমানের সঙ্গে ইসি-এসপিদের ঠেলে যে হইচই হয়েছিল তার প্রভাবও ভোটে পড়েছে বলে মনে করেন তিনি। এই নির্বাচন নিয়ে আমরা শুরু থেকেই সচেতন ছিলাম। ভোট বন্ধ নিয়ে যা বলেছেন সিইসি: সংবাদ সম্মেলনে সিইসি বলেন, আমরা একটা বিষয় স্পষ্ট করতে চাই, ভোট গ্রহণ প্রক্রিয়া সুষ্ঠু হয়নি। আমাদের নির্দেশ মানা হয়নি। ভোটকক্ষে অন্য মানুষের উপস্থিতি দেখা গেছে। ভোটারদের হাত থেকে ব্যালট নিয়ে নিজেরা ভোট দিয়ে দিচ্ছে। এসব দেখে আমরা ভোট বন্ধ করেছি। কমিশনারদের সিদ্ধান্ত সর্বসম্মত ছিল। ভোট বন্ধের কারণ স্পষ্ট নয় বলে মন্তব্য করেছেন অনেকেই। বিশেষজ্ঞরা বলছেন, এটি একটি দৃষ্টান্ত হয়ে থাকবে এবং ভবিষ্যৎ নির্বাচনে প্রভাব রাখবে।: [366, 332, 683, 484]
- headline-power: ক্ষমতায় যেন দায়িত্বজ্ঞানহীন: [764, 616, 941, 636]
- section-name: খবর: [1285, 52, 1351, 96]
- article-gaibandha: [32, 153, 354, 1488]
- article-divider: [1187, 492, 1536, 493]
- ad-nstu-admission: [651, 1327, 1536, 2340]
- headline-police: অতি উৎসাহী পুলিশের: [1271, 177, 1451, 200]
- headline-biman: রাজস্ব আদায়ে বিমান: [786, 177, 919, 196]
- signatory-org: নোয়াখালী বিজ্ঞান ও প্রযুক্তি বিশ্ববিদ্যালয়: [1316, 2296, 1510, 2310]
- cell-unit: C: [668, 1852, 737, 1888]
- university-seal-icon: [799, 1356, 856, 1412]
- signature-block: [1316, 2239, 1510, 2314]
- article-body: (প্রথম পৃষ্ঠার পর) বিদ্যুৎ উৎপাদনে সরকার এ বছর ব্যয় বাড়িয়েছে। বিশেষজ্ঞরা বলছেন, বিদ্যুতের দাম সমন্বয়ের প্রয়োজন আছে।: [1187, 421, 1536, 450]
- signatory-name: (মুহাম্মদ ইশফাকুল হোসেন): [482, 2252, 609, 2266]
- cell-qualification: সকল বিভাগের জন্য উচ্চ মাধ্যমিকে অবশ্যই জীববিজ্ঞান থাকতে হবে। তবে ওশানোগ্রাফি পড়তে হলে উচ্চ মাধ্যমিকে অবশ্যই জীববিজ্ঞান ও গণিত উভয়ই থাকতে হবে।: [1298, 1735, 1519, 1801]
- article-body: (প্রথম পৃষ্ঠার পর) এবং জার্মানির ওয়েল্টহাঙ্গারহিলফে প্রতি বছর যৌথভাবে এ সূচক প্রকাশ করে। বাংলাদেশের অবস্থান এবার নিচে নেমেছে।: [1187, 563, 1536, 592]
- article-body: ছয় বছরের শিশুকে ধর্ষণের পর হত্যার দায়ে আদালত এক যুবককে মৃত্যুদণ্ডের আদেশ দিয়েছেন। বৃহস্পতিবার নারী ও শিশু নির্যাতন দমন ট্রাইব্যুনালের বিচারক এ রায় ঘোষণা করেন।: [1021, 346, 1174, 437]
- cell-branch: বিজ্ঞান: [736, 1617, 812, 1800]
- item-process: ৪. ভর্তির আবেদন প্রক্রিয়া: আবেদন প্রক্রিয়ার বিস্তারিত বিশ্ববিদ্যালয়ের ওয়েব সাইটে (www.admission.nstu.edu.bd) জানা যাবে।: [667, 1917, 1307, 1932]
- signatory-role: রেজিস্ট্রার: [522, 2272, 569, 2286]
- cell-qualification: সকল বিভাগের জন্য উচ্চ মাধ্যমিকে অবশ্যই জীববিজ্ঞান থাকতে হবে। তবে ফার্মেসির জন্য উচ্চ মাধ্যমিকে অবশ্যই জীববিজ্ঞান ও গণিত উভয়ই থাকতে হবে।: [1298, 1669, 1519, 1735]
- svg-text:50: 50: [732, 1379, 745, 1390]
- ad-code: জি-২১৩৭/২২-(১০x৫): [661, 2319, 756, 2329]
- article-body: প্রধান নির্বাচন কমিশনার কাজী হাবিবুল আউয়াল বলেন, নির্বাচনে আমরা ভোটকেন্দ্রে অনিয়ম দেখতে পেয়েছি। সিসি ক্যামেরায় আমরা দেখেছি, সুষ্ঠু ভোট হচ্ছে না। এ কারণে আমরা ভোট বন্ধ করেছি। তদন্ত কমিটি রিপোর্ট দেওয়ার পর পরবর্তী সিদ্ধান্ত নেওয়া হবে। ভোট বন্ধে কারণ স্পষ্ট নয় বলে অনেকে মন্তব্য করলেও কমিশন বলছে, তারা আইন অনুযায়ী সিদ্ধান্ত নিয়েছেন। স্থানীয় প্রার্থীরা বলছেন, ভোট শান্তিপূর্ণ পরিবেশে চলছিল।: [32, 923, 354, 1014]
- headline-child: শিশুকে ধর্ষণের পর হত্যার দায়ে ফাঁসি: [1023, 177, 1172, 224]
- memo-date: তারিখ : ১২ অক্টোবর, ২০২২: [483, 1546, 624, 1560]
- headline-peace-talk: যুদ্ধে শান্তি আলোচনায়: [1026, 447, 1169, 467]
- section-eligibility-head: ১. ভর্তির যোগ্যতা:: [667, 1518, 760, 1533]
- masthead: [32, 18, 405, 170]
- ad-sust-recruitment: [32, 1415, 643, 2340]
- article-body: কমিশনার আনিছুর রহমানের সঙ্গে ইসি-এসপিদের ঠেলে যে হইচই হয়েছিল তার প্রভাবও ভোটে পড়েছে বলে মনে করেন তিনি। এই নির্বাচন নিয়ে আমরা শুরু থেকেই সচেতন ছিলাম। ভোট বন্ধ নিয়ে যা বলেছেন সিইসি: সংবাদ সম্মেলনে সিইসি বলেন, আমরা একটা বিষয় স্পষ্ট করতে চাই, ভোট গ্রহণ প্রক্রিয়া সুষ্ঠু হয়নি। আমাদের নির্দেশ মানা হয়নি। ভোটকক্ষে অন্য মানুষের উপস্থিতি দেখা গেছে। ভোটারদের হাত থেকে ব্যালট নিয়ে নিজেরা ভোট দিয়ে দিচ্ছে। এসব দেখে আমরা ভোট বন্ধ করেছি। কমিশনারদের সিদ্ধান্ত সর্বসম্মত ছিল। ভোট বন্ধের কারণ স্পষ্ট নয় বলে মন্তব্য করেছেন অনেকেই। বিশেষজ্ঞরা বলছেন, এটি একটি দৃষ্টান্ত হয়ে থাকবে এবং ভবিষ্যৎ নির্বাচনে প্রভাব রাখবে।: [366, 1285, 683, 1438]
- article-body: (প্রথম পৃষ্ঠার পর) কমিটি গঠন করেছে নির্বাচন কমিশন। সাত দিনের মধ্যে প্রতিবেদন দেওয়ার নির্দেশ দেওয়া হয়েছে। তদন্ত প্রতিবেদন পাওয়ার পর ভোটের বিষয়ে পরবর্তী সিদ্ধান্ত নেবে ইসি। বিএনপিবিহীন এ ভোটে অংশগ্রহণকারী জাতীয় পার্টি ইসির সিদ্ধান্তকে স্বাগত জানালেও আওয়ামী লীগ বলছে, গোলযোগহীন এ নির্বাচনে ভোট বন্ধ করা কারণ তাদের কাছে স্পষ্ট নয়। ইসির সমালোচনায় মুখর সরকারি দলটি। এ ছাড়া গাইবান্ধার এ উপনির্বাচনে ভোট বন্ধের ঘটনায় সিসি ক্যামেরা ও ইভিএম ব্যবহার নিয়েও নতুন করে আলোচনা শুরু হয়েছে। নির্বাচন কমিশনার মো. আলমগীর বলেন, তারা সিসি ক্যামেরায় দেখেছেন, ভোটকক্ষে অনিয়ম হচ্ছে, গোপন কক্ষে অন্য কেউ প্রবেশ করছে। নির্বাচন কমিশনের নিয়ন্ত্রণকক্ষে দেখা গেছে, বেশ কয়েকটি কেন্দ্রে অনিয়ম হচ্ছে।: [32, 477, 354, 645]
- date-line-bn: ২৯ আশ্বিন ১৪২৯: [1432, 146, 1536, 163]
- pay-scale-head: বেতন স্কেল :: [51, 1714, 124, 1731]
- brand-logo: [32, 33, 405, 96]
- news-column-4: [1021, 173, 1174, 1339]
- closing-note: আত্মপ্রত্যয়ী প্রার্থীর ক্ষেত্রে বিশ্ববিদ্যালয়ের বিধি বিধান প্রযোজ্য হবে।: [51, 2181, 415, 2198]
- table-header: উচ্চ মাধ্যমিক শাখা: [736, 1581, 812, 1617]
- ad-code: জি-২১০২/২২ (৮x৩): [42, 2319, 130, 2329]
- article-body: কমিশনার আনিছুর রহমানের সঙ্গে ইসি-এসপিদের ঠেলে যে হইচই হয়েছিল তার প্রভাবও ভোটে পড়েছে বলে মনে করেন তিনি। এই নির্বাচন নিয়ে আমরা শুরু থেকেই সচেতন ছিলাম। ভোট বন্ধ নিয়ে যা বলেছেন সিইসি: সংবাদ সম্মেলনে সিইসি বলেন, আমরা একটা বিষয় স্পষ্ট করতে চাই, ভোট গ্রহণ প্রক্রিয়া সুষ্ঠু হয়নি। আমাদের নির্দেশ মানা হয়নি। ভোটকক্ষে অন্য মানুষের উপস্থিতি দেখা গেছে। ভোটারদের হাত থেকে ব্যালট নিয়ে নিজেরা ভোট দিয়ে দিচ্ছে। এসব দেখে আমরা ভোট বন্ধ করেছি। কমিশনারদের সিদ্ধান্ত সর্বসম্মত ছিল। ভোট বন্ধের কারণ স্পষ্ট নয় বলে মন্তব্য করেছেন অনেকেই। বিশেষজ্ঞরা বলছেন, এটি একটি দৃষ্টান্ত হয়ে থাকবে এবং ভবিষ্যৎ নির্বাচনে প্রভাব রাখবে।: [366, 650, 683, 803]
- ad-university-address: নোয়াখালী-৩৮১৪, বাংলাদেশ: [1060, 1386, 1219, 1402]
- ad-university-name: নোয়াখালী বিজ্ঞান ও প্রযুক্তি বিশ্ববিদ্যালয়: [867, 1340, 1412, 1383]
- column-divider: [1180, 173, 1181, 1339]
- item-fee: ৩. আবেদন ফি: প্রতি ইউনিটের জন্য ৫০০.০০ (সকল চার্জ ব্যতীত) টাকা আবেদন ফি প্রদান করতে হবে।: [667, 1896, 1161, 1912]
- column-divider: [360, 173, 361, 1407]
- article-divider: [1021, 719, 1174, 720]
- ad-university-block: [867, 1340, 1412, 1428]
- section-eligibility-body: ২০২১-২২ শিক্ষাবর্ষে অনুষ্ঠিত GST ভর্তি পরীক্ষায় ন্যূনতম ৩০ নম্বর প্রাপ্ত শিক্ষার্থী ভর্তির জন্য আবেদন করতে পারবেন।: [683, 1539, 1246, 1555]
- article-body: (প্রথম পৃষ্ঠার পর) কর্মীদের তালিকা তৈরি করেছে বলেছেন। গতকাল চট্টগ্রাম নগর বিএনপির কার্যালয়ে সংবাদ সম্মেলনে দলের নেতারা এসব অভিযোগ করেন।: [1187, 279, 1536, 308]
- cell-departments: ফার্মেসি, মাইক্রোবায়োলজি, বায়োটেকনোলজি অ্যান্ড জেনেটিক ইঞ্জিনিয়ারিং, বায়োকেমিস্ট্রি অ্যান্ড মলিকুলার বায়োলজি: [813, 1669, 1179, 1735]
